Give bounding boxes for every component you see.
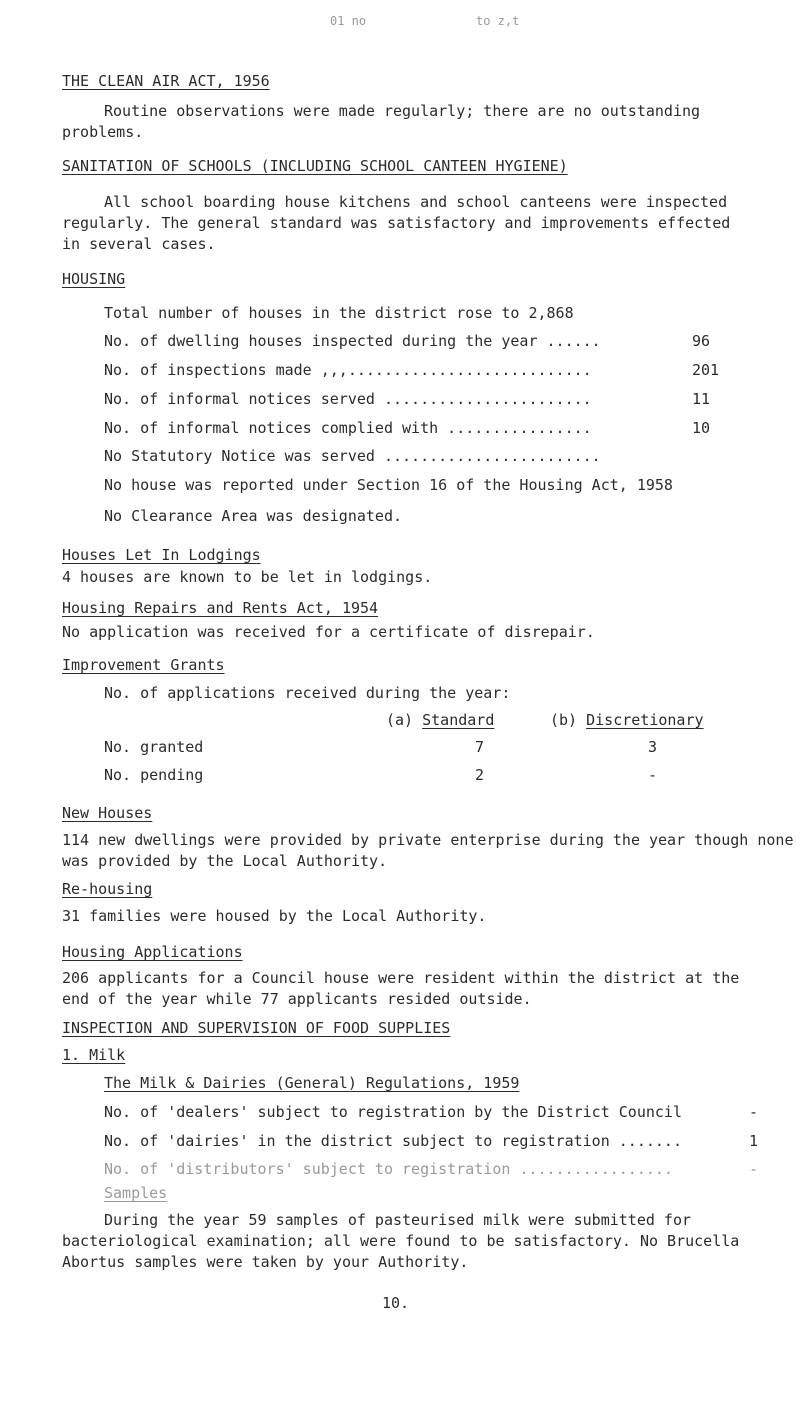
- housing-row: [104, 447, 601, 465]
- housing-row-label: No. of informal notices served .......................: [104, 390, 592, 408]
- rehousing-heading: Re-housing: [62, 880, 153, 898]
- grants-col-a-header: [386, 711, 494, 729]
- housing-total: Total number of houses in the district rose to 2,868: [104, 304, 574, 322]
- samples-text: During the year 59 samples of pasteurised milk were submitted for bacteriological examination; all were found to be satisfactory. No Brucella Abortus samples were taken by your Authority.: [62, 1211, 740, 1271]
- clearance-text: No Clearance Area was designated.: [104, 507, 403, 525]
- grants-row-a: 2: [475, 766, 485, 784]
- housing-row: [104, 361, 720, 379]
- samples-heading: Samples: [104, 1184, 168, 1202]
- grants-row-b: 3: [648, 738, 658, 756]
- rehousing-text: 31 families were housed by the Local Authority.: [62, 907, 487, 925]
- housing-heading: HOUSING: [62, 270, 126, 288]
- grants-row-label: No. granted: [104, 738, 204, 756]
- milk-heading: 1. Milk: [62, 1046, 126, 1064]
- food-heading: INSPECTION AND SUPERVISION OF FOOD SUPPLIES: [62, 1019, 451, 1037]
- repairs-heading: Housing Repairs and Rents Act, 1954: [62, 599, 379, 617]
- clean-air-text: Routine observations were made regularly; there are no outstanding problems.: [62, 102, 701, 141]
- housing-row-value: 10: [692, 419, 711, 437]
- grants-row-label: No. pending: [104, 766, 204, 784]
- page-number: 10.: [382, 1294, 410, 1312]
- housing-row: [104, 332, 711, 350]
- milk-row-value: -: [749, 1160, 759, 1178]
- grants-heading: Improvement Grants: [62, 656, 225, 674]
- top-mark-right: to z,t: [476, 14, 520, 28]
- grants-row-b: -: [648, 766, 658, 784]
- grants-col-b-header: [550, 711, 704, 729]
- sanitation-text: All school boarding house kitchens and school canteens were inspected regularly. The general standard was satisfactory and improvements effected in several cases.: [62, 193, 731, 253]
- housing-row: [104, 419, 711, 437]
- milk-row-label: No. of 'dairies' in the district subject to registration .......: [104, 1132, 682, 1150]
- milk-row: [104, 1160, 759, 1178]
- grants-col-b-prefix: (b): [550, 711, 578, 729]
- housing-row-value: 11: [692, 390, 711, 408]
- sanitation-heading: SANITATION OF SCHOOLS (INCLUDING SCHOOL CANTEEN HYGIENE): [62, 157, 568, 175]
- housing-row-label: No. of dwelling houses inspected during the year ......: [104, 332, 601, 350]
- top-mark-left: 01 no: [330, 14, 367, 28]
- milk-row-value: -: [749, 1103, 759, 1121]
- applications-text: 206 applicants for a Council house were resident within the district at the end of the year while 77 applicants resided outside.: [62, 969, 740, 1008]
- grants-col-a-prefix: (a): [386, 711, 414, 729]
- grants-col-b-label: Discretionary: [586, 711, 704, 729]
- lodgings-text: 4 houses are known to be let in lodgings.: [62, 568, 433, 586]
- regs-heading: The Milk & Dairies (General) Regulations, 1959: [104, 1074, 520, 1092]
- clean-air-heading: THE CLEAN AIR ACT, 1956: [62, 72, 270, 90]
- grants-row-a: 7: [475, 738, 485, 756]
- new-houses-text: 114 new dwellings were provided by private enterprise during the year though none was provided by the Local Authority.: [62, 831, 794, 870]
- milk-row-label: No. of 'distributors' subject to registration .................: [104, 1160, 673, 1178]
- housing-row-label: No Statutory Notice was served ........................: [104, 447, 601, 465]
- section16-text: No house was reported under Section 16 of the Housing Act, 1958: [104, 476, 673, 494]
- new-houses-heading: New Houses: [62, 804, 153, 822]
- milk-row: [104, 1132, 759, 1150]
- milk-row: [104, 1103, 759, 1121]
- lodgings-heading: Houses Let In Lodgings: [62, 546, 261, 564]
- grants-col-a-label: Standard: [422, 711, 495, 729]
- housing-row-value: 201: [692, 361, 720, 379]
- housing-row-value: 96: [692, 332, 711, 350]
- milk-row-label: No. of 'dealers' subject to registration by the District Council: [104, 1103, 682, 1121]
- applications-heading: Housing Applications: [62, 943, 243, 961]
- grants-intro: No. of applications received during the year:: [104, 684, 511, 702]
- housing-row: [104, 390, 711, 408]
- repairs-text: No application was received for a certificate of disrepair.: [62, 623, 595, 641]
- milk-row-value: 1: [749, 1132, 759, 1150]
- housing-row-label: No. of informal notices complied with ................: [104, 419, 592, 437]
- housing-row-label: No. of inspections made ,,,...........................: [104, 361, 592, 379]
